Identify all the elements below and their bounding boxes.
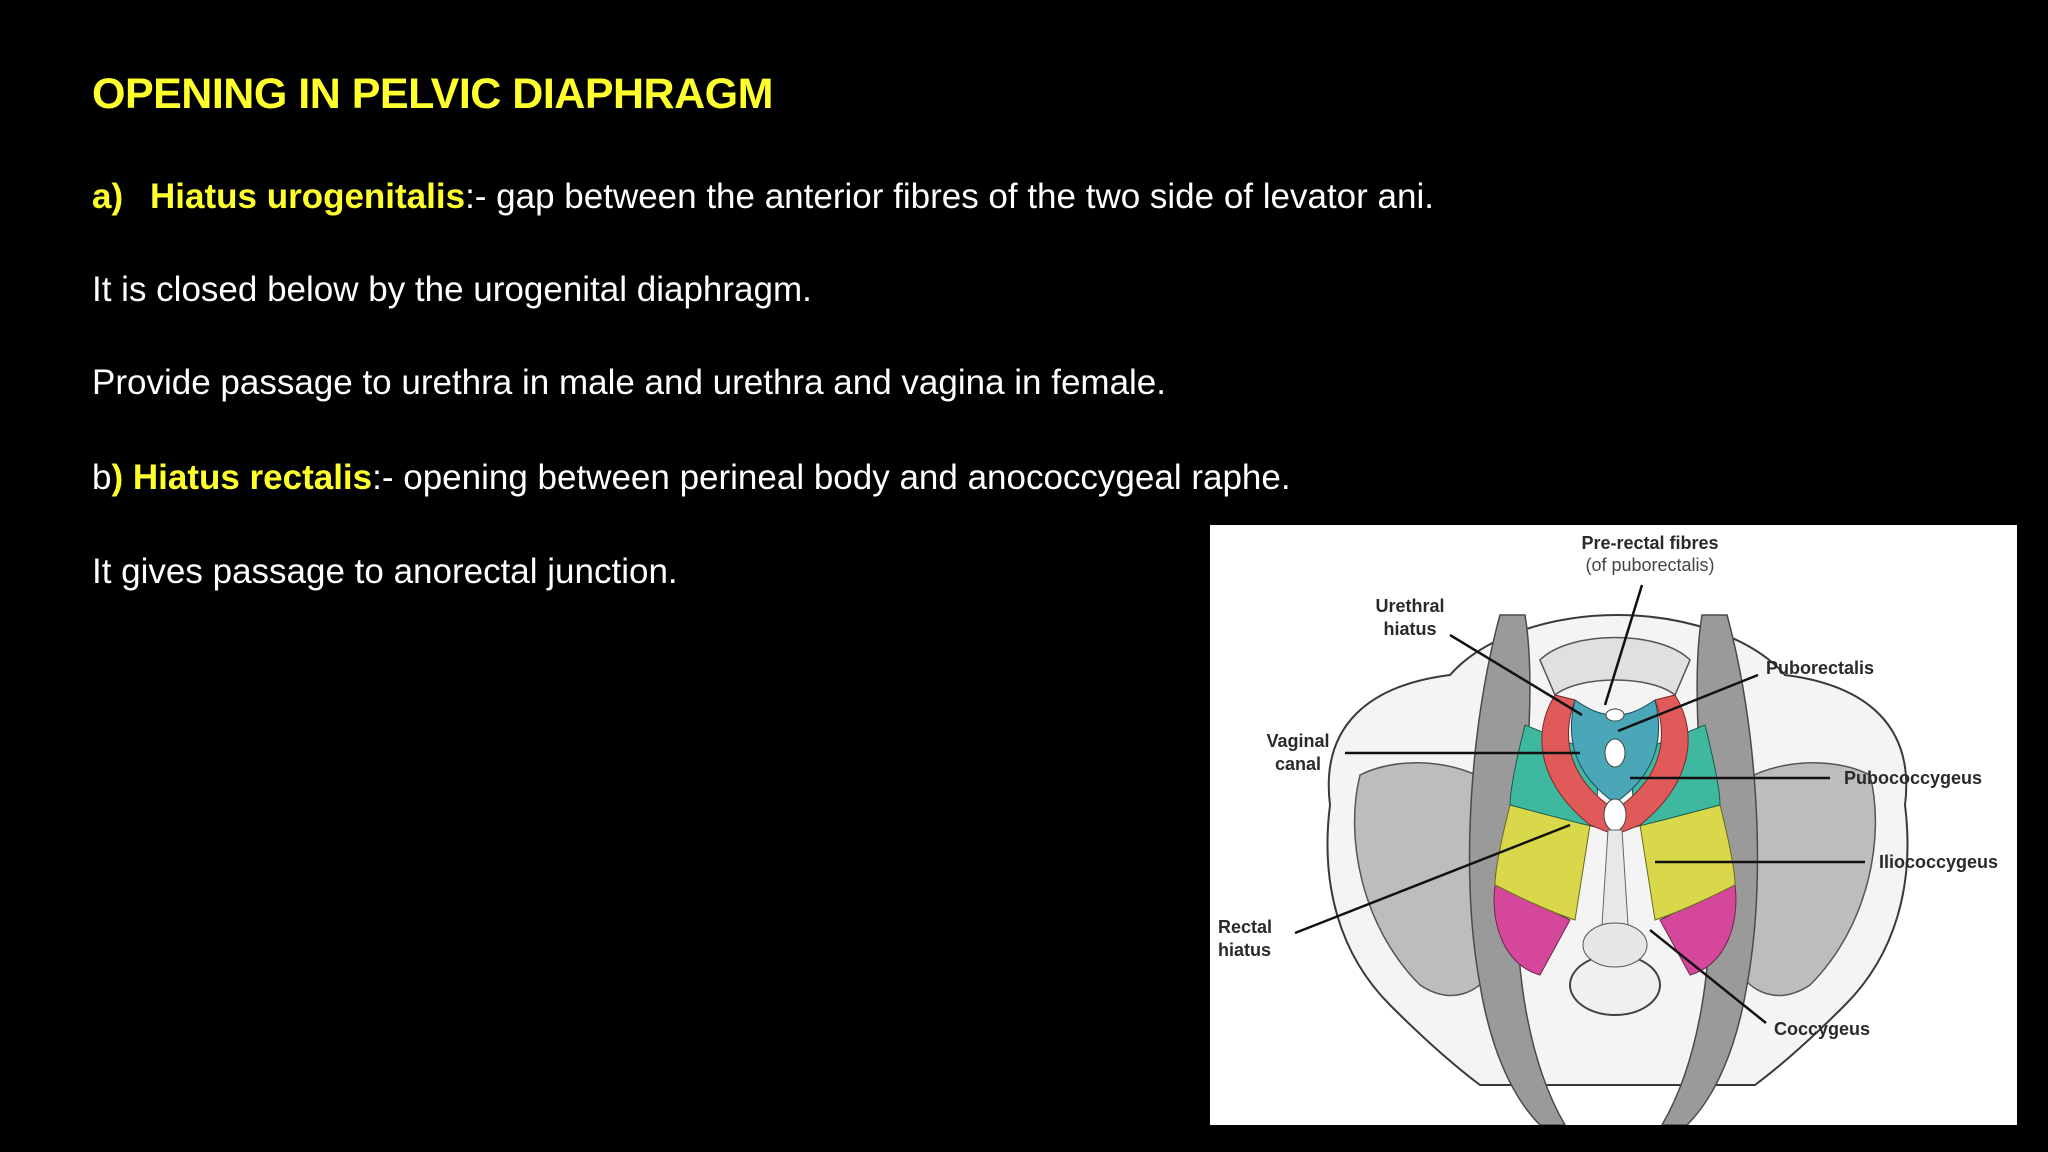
pelvic-floor-diagram — [1210, 525, 2017, 1125]
urethral-opening — [1606, 709, 1624, 721]
label-prerectal-2: (of puborectalis) — [1585, 555, 1715, 575]
label-vaginal-1: Vaginal — [1266, 731, 1330, 751]
item-b-term: ) Hiatus rectalis — [111, 458, 373, 497]
label-puborectalis: Puborectalis — [1766, 658, 1875, 678]
label-vaginal-2: canal — [1274, 754, 1322, 774]
label-rectal-1: Rectal — [1218, 917, 1273, 937]
slide-title: OPENING IN PELVIC DIAPHRAGM — [92, 70, 773, 118]
label-pubococcygeus: Pubococcygeus — [1844, 768, 1983, 788]
item-b-definition: :- opening between perineal body and anococcygeal raphe. — [372, 458, 1291, 497]
label-urethral-1: Urethral — [1375, 596, 1445, 616]
item-b-marker: b — [92, 458, 112, 497]
item-a — [92, 177, 1434, 217]
line-passage: Provide passage to urethra in male and urethra and vagina in female. — [92, 363, 1166, 402]
label-rectal-2: hiatus — [1218, 940, 1272, 960]
pelvic-floor-figure — [1210, 525, 2017, 1125]
item-b — [92, 458, 1291, 498]
item-a-definition: :- gap between the anterior fibres of the two side of levator ani. — [465, 177, 1434, 216]
vaginal-opening — [1605, 739, 1625, 767]
label-coccygeus: Coccygeus — [1774, 1019, 1871, 1039]
item-a-marker: a) — [92, 177, 124, 216]
sacrum-tip — [1583, 923, 1647, 967]
rectal-opening — [1604, 799, 1626, 831]
line-closed: It is closed below by the urogenital diaphragm. — [92, 270, 812, 309]
line-anorectal: It gives passage to anorectal junction. — [92, 552, 678, 591]
label-urethral-2: hiatus — [1383, 619, 1437, 639]
label-iliococcygeus: Iliococcygeus — [1879, 852, 1999, 872]
item-a-term: Hiatus urogenitalis — [150, 177, 466, 216]
label-prerectal-1: Pre-rectal fibres — [1581, 533, 1719, 553]
